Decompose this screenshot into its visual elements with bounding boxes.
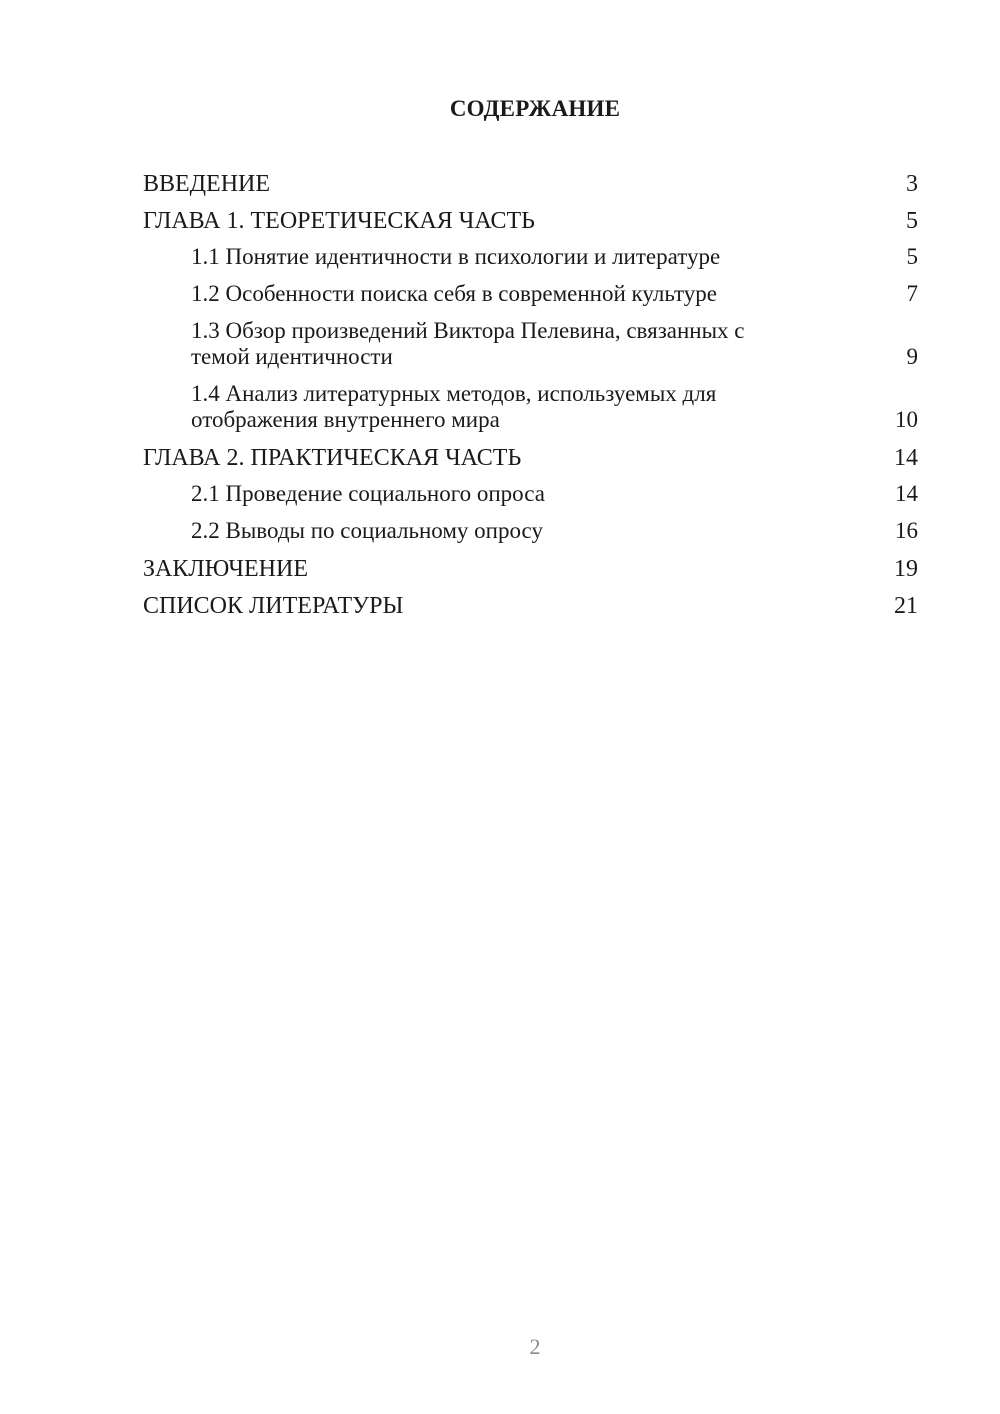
toc-entry-label: ВВЕДЕНИЕ [143,171,271,197]
toc-entry-page: 3 [906,171,918,197]
toc-entry-section-1-4[interactable] [143,381,918,433]
toc-entry-label: 1.3 Обзор произведений Виктора Пелевина, связанных с темой идентичности [191,318,745,369]
toc-entry-label: СПИСОК ЛИТЕРАТУРЫ [143,593,404,619]
toc-entry-section-1-3[interactable] [143,318,918,370]
toc-entry-page: 5 [906,244,918,269]
toc-entry-page: 21 [894,593,918,619]
toc-entry-section-2-2[interactable] [143,518,918,544]
toc-entry-label: 1.1 Понятие идентичности в психологии и литературе [191,244,721,269]
toc-entry-label: ГЛАВА 2. ПРАКТИЧЕСКАЯ ЧАСТЬ [143,445,522,471]
page-title: СОДЕРЖАНИЕ [449,96,621,121]
toc-entry-page: 9 [906,344,918,369]
toc-entry-page: 7 [906,281,918,306]
toc-entry-section-2-1[interactable] [143,481,918,507]
toc-entry-label: ГЛАВА 1. ТЕОРЕТИЧЕСКАЯ ЧАСТЬ [143,208,535,234]
toc-entry-label: 2.2 Выводы по социальному опросу [191,518,543,543]
toc-entry-page: 5 [906,208,918,234]
toc-entry-section-1-2[interactable] [143,281,918,307]
toc-entry-label: 1.4 Анализ литературных методов, используемых для отображения внутреннего мира [191,381,717,432]
toc-entry-chapter-2[interactable] [143,444,918,472]
toc-entry-page: 16 [895,518,918,543]
toc-entry-label: 2.1 Проведение социального опроса [191,481,545,506]
toc-entry-conclusion[interactable] [143,555,918,583]
toc-entry-page: 10 [895,407,918,432]
toc-entry-section-1-1[interactable] [143,244,918,270]
toc-entry-page: 14 [895,481,918,506]
toc-entry-label: 1.2 Особенности поиска себя в современной культуре [191,281,717,306]
toc-entry-introduction[interactable] [143,170,918,198]
table-of-contents [143,170,918,629]
toc-entry-references[interactable] [143,592,918,620]
toc-entry-page: 19 [894,556,918,582]
toc-entry-chapter-1[interactable] [143,207,918,235]
toc-entry-page: 14 [894,445,918,471]
page-number: 2 [529,1334,541,1359]
toc-entry-label: ЗАКЛЮЧЕНИЕ [143,556,308,582]
